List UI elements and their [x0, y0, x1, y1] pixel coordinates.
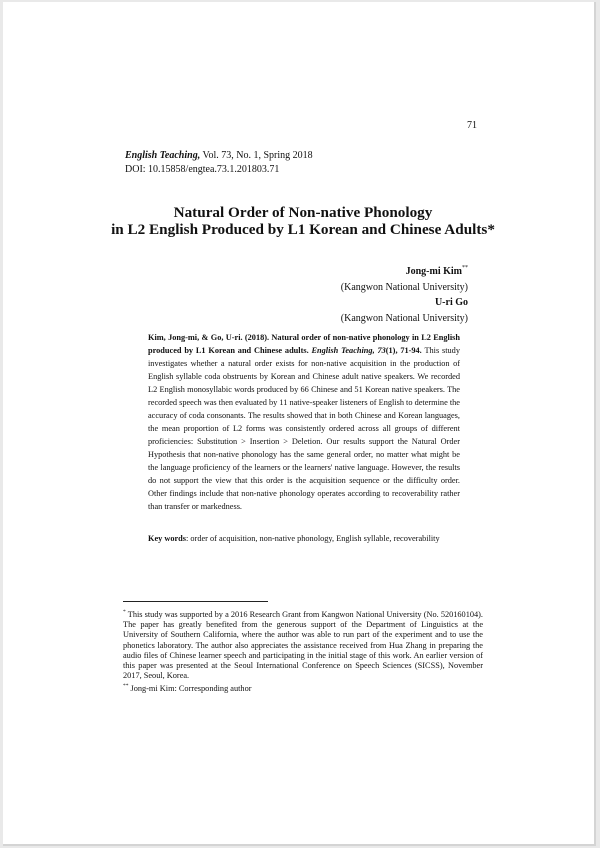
author-name-2: U-ri Go	[434, 297, 468, 308]
citation-text: Kim, Jong-mi, & Go, U-ri. (2018). Natural order of non-native phonology in L2 English produced by L1 Korean and Chinese adults.	[148, 333, 460, 355]
footnote-2-text: Jong-mi Kim: Corresponding author	[130, 684, 252, 694]
citation-journal: English Teaching, 73	[311, 346, 386, 355]
title-line-2: in L2 English Produced by L1 Korean and Chinese Adults*	[111, 221, 495, 238]
footnote-1-mark: *	[123, 609, 126, 615]
citation-pages: (1), 71-94.	[385, 346, 422, 355]
paper-page	[3, 2, 596, 846]
author-affiliation-2: (Kangwon National University)	[340, 312, 468, 324]
footnote-1-text: This study was supported by a 2016 Research Grant from Kangwon National University (No. 520160104). The paper has greatly benefited from the generous support of the Department of Linguistics at the University of Southern California, where the author was able to run part of the experiment and to use the phonetics laboratory. The author also appreciates the assistance received from Hua Zhang in preparing the audio files of Chinese learner speech and participating in the initial stage of this work. An earlier version of this paper was presented at the Seoul International Conference on Speech Sciences (SICSS), November 2017, Seoul, Korea.	[123, 610, 483, 681]
keywords-label: Key words	[148, 534, 187, 543]
author-block	[341, 261, 468, 326]
abstract	[148, 331, 460, 513]
keywords	[148, 533, 468, 545]
journal-header	[125, 149, 313, 177]
keywords-text: : order of acquisition, non-native phonology, English syllable, recoverability	[186, 534, 440, 543]
journal-doi: DOI: 10.15858/engtea.73.1.201803.71	[125, 164, 280, 175]
footnote-1	[123, 607, 483, 681]
author-1-mark: **	[462, 265, 468, 271]
footnote-divider	[123, 601, 268, 602]
journal-citation-line	[125, 149, 313, 163]
footnotes	[123, 607, 483, 695]
abstract-body: This study investigates whether a natural order exists for non-native acquisition in the production of English syllable coda obstruents by Korean and Chinese adult native speakers. We recorded L2 English monosyllabic words produced by 66 Chinese and 51 Korean native speakers. The recorded speech was then evaluated by 11 native-speaker listeners of English to determine the accuracy of coda consonants. The results showed that in both Chinese and Korean languages, the mean proportion of L2 forms was consistently ordered across all groups of different proficiencies: Substitution > Insertion > Deletion. Our results support the Natural Order Hypothesis that non-native phonology has the same general order, no matter what might be the language proficiency of the learners or the learners' native language. However, the results do not support the view that this order is the acquisition sequence or the difficulty order. Other findings include that non-native phonology operates according to recoverability rather than transfer or markedness.	[148, 346, 460, 511]
author-1-name: Jong-mi Kim	[405, 266, 462, 277]
abstract-citation	[148, 333, 460, 355]
footnote-2-mark: **	[123, 683, 129, 690]
journal-issue: Vol. 73, No. 1, Spring 2018	[202, 150, 313, 161]
footnote-2	[123, 681, 483, 694]
journal-name: English Teaching,	[125, 150, 201, 161]
title-line-1: Natural Order of Non-native Phonology	[173, 204, 433, 221]
author-affiliation-1: (Kangwon National University)	[340, 281, 468, 293]
author-name-1	[341, 261, 468, 280]
page-number: 71	[467, 120, 477, 131]
paper-title	[93, 204, 513, 238]
